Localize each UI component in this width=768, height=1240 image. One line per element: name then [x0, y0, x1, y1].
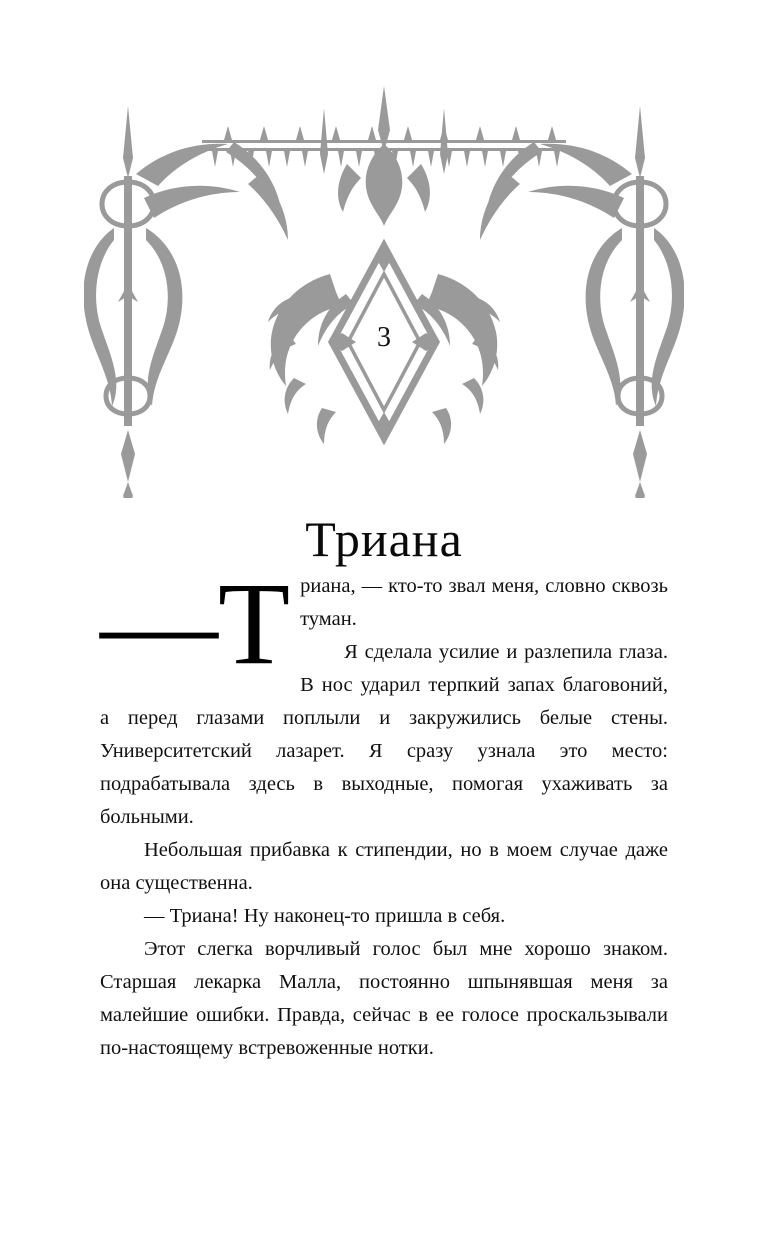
chapter-ornament [84, 78, 684, 498]
body-text-column [100, 558, 668, 1065]
paragraph: Я сделала усилие и разлепила глаза. В нос ударил терпкий запах благовоний, а перед глазами поплыли и закружились белые стены. Университетский лазарет. Я сразу узнала это место: подрабатывала здесь в выходные, помогая ухаживать за больными. [100, 641, 668, 828]
drop-cap-letter: Т [218, 558, 291, 689]
dropcap-paragraph-block [100, 558, 668, 834]
paragraph: Небольшая прибавка к стипендии, но в моем случае даже она существенна. [100, 839, 668, 894]
paragraph: Этот слегка ворчливый голос был мне хорошо знаком. Старшая лекарка Малла, постоянно шпынявшая меня за малейшие ошибки. Правда, сейчас в ее голосе проскальзывали по-настоящему встревоженные нотки. [100, 938, 668, 1059]
paragraph: — Триана! Ну наконец-то пришла в себя. [144, 905, 506, 927]
chapter-number: 3 [377, 322, 391, 353]
paragraph: риана, — кто-то звал меня, словно сквозь туман. [300, 575, 668, 630]
em-dash-glyph: — [100, 558, 218, 689]
drop-cap [100, 558, 291, 689]
chapter-title: Триана [305, 510, 463, 567]
